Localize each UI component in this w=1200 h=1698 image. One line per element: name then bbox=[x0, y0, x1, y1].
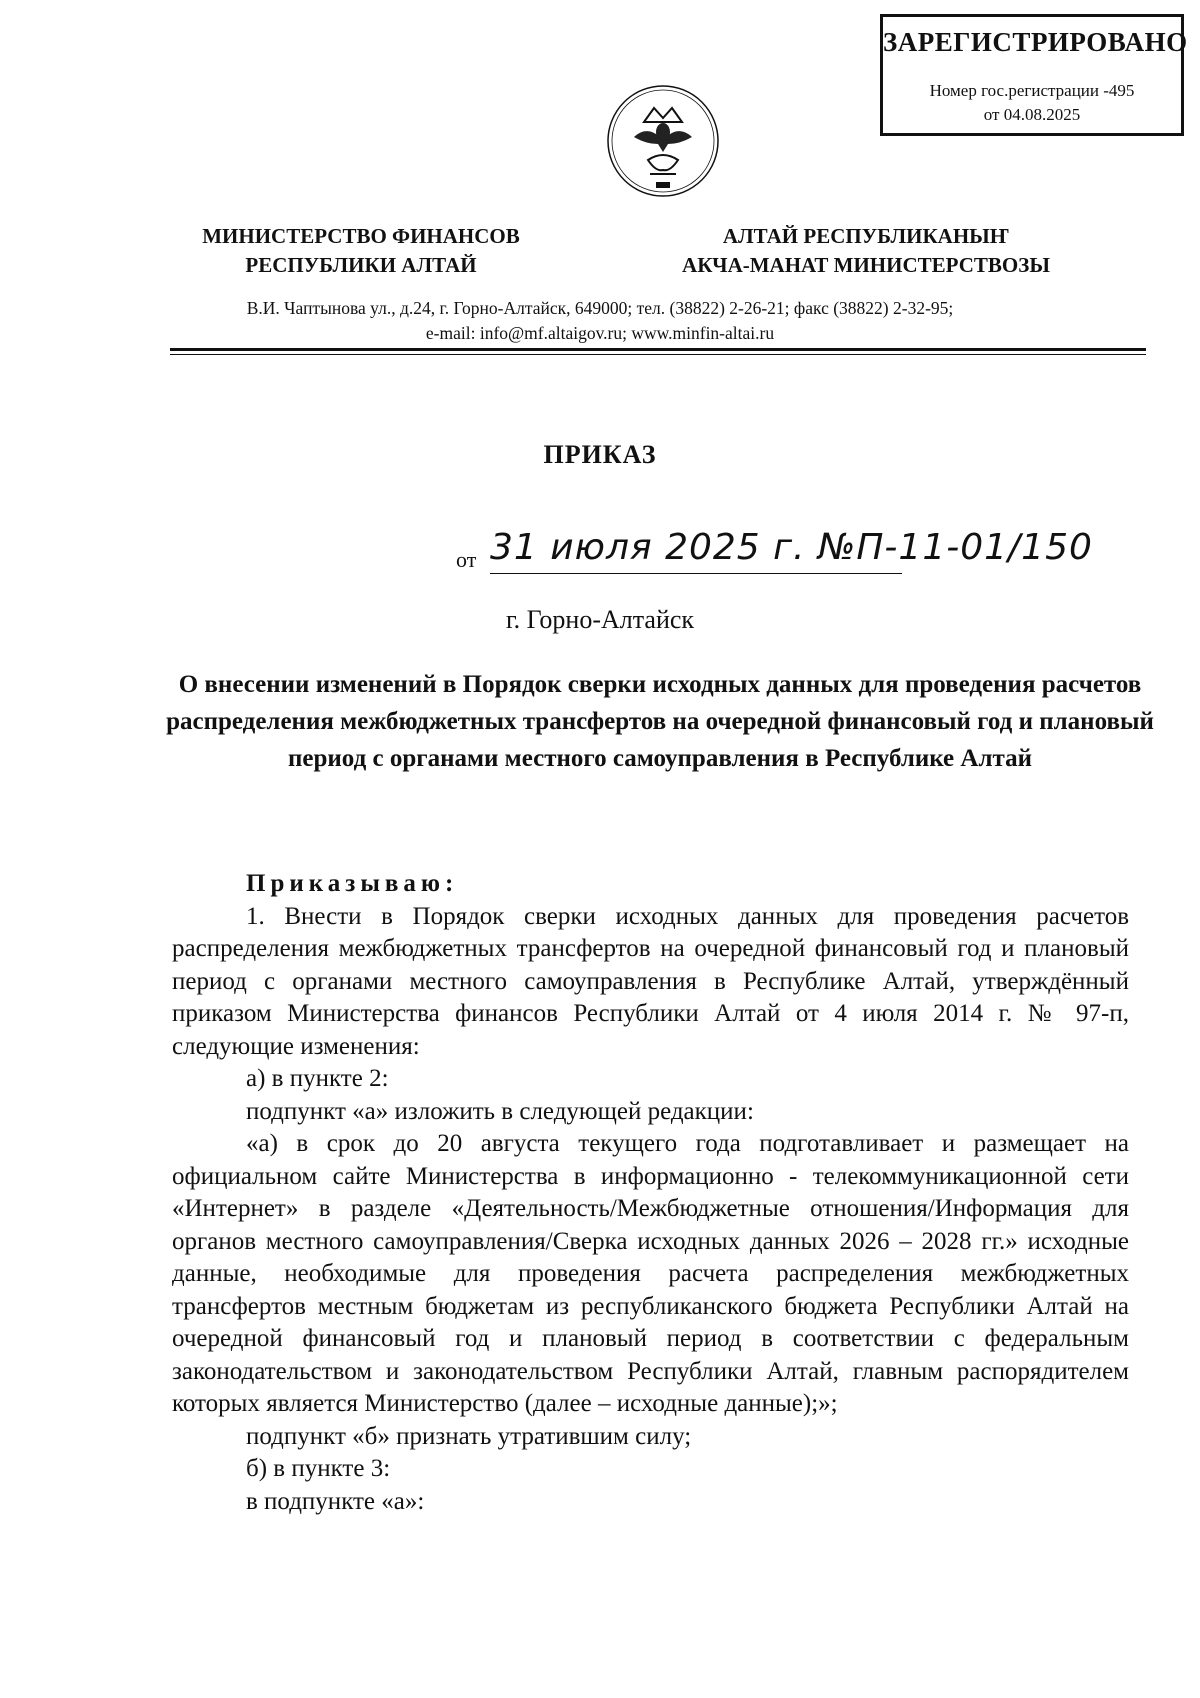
registration-stamp bbox=[880, 14, 1188, 136]
stamp-reg-date: от 04.08.2025 bbox=[983, 105, 1081, 124]
paragraph-6: б) в пункте 3: bbox=[246, 1455, 391, 1482]
paragraph-1: 1. Внести в Порядок сверки исходных данных для проведения расчетов распределения межбюджетных трансфертов на очередной финансовый год и плановый период с органами местного самоуправления в Республике Алтай, утверждённый приказом Министерства финансов Республики Алтай от 4 июля 2014 г. № 97-п, следующие изменения: bbox=[172, 902, 1129, 1060]
coat-of-arms-emblem bbox=[604, 82, 722, 200]
address-block bbox=[0, 296, 1200, 346]
handwritten-date-number: 31 июля 2025 г. №П-11-01/150 bbox=[490, 527, 1093, 568]
date-prefix: от bbox=[456, 547, 477, 572]
paragraph-3: подпункт «а» изложить в следующей редакции: bbox=[246, 1097, 754, 1125]
header-divider-thin bbox=[170, 354, 1146, 355]
header-divider-thick bbox=[170, 348, 1146, 351]
paragraph-4: «а) в срок до 20 августа текущего года подготавливает и размещает на официальном сайте Министерства в информационно - телекоммуникационной сети «Интернет» в разделе «Деятельность/Межбюджетные отношения/Информация для органов местного самоуправления/Сверка исходных данных 2026 – 2028 гг.» исходные данные, необходимые для проведения расчета распределения межбюджетных трансфертов местным бюджетам из республиканского бюджета Республики Алтай на очередной финансовый год и плановый период в соответствии с федеральным законодательством и законодательством Республики Алтай, главным распорядителем которых является Министерство (далее – исходные данные);»; bbox=[172, 1130, 1129, 1417]
address-line2: e-mail: info@mf.altaigov.ru; www.minfin-altai.ru bbox=[425, 323, 775, 343]
stamp-title: ЗАРЕГИСТРИРОВАНО bbox=[883, 27, 1188, 57]
org-alt-line2: АКЧА-МАНАТ МИНИСТЕРСТВОЗЫ bbox=[682, 253, 1050, 277]
document-body bbox=[172, 868, 1129, 1518]
stamp-reg-number: Номер гос.регистрации -495 bbox=[929, 81, 1135, 100]
paragraph-7: в подпункте «а»: bbox=[246, 1487, 425, 1515]
org-alt-line1: АЛТАЙ РЕСПУБЛИКАНЫҤ bbox=[722, 224, 1010, 248]
document-title: О внесении изменений в Порядок сверки исходных данных для проведения расчетов распределения межбюджетных трансфертов на очередной финансовый год и плановый период с органами местного самоуправления в Республике Алтай bbox=[166, 671, 1154, 772]
city: г. Горно-Алтайск bbox=[505, 605, 695, 634]
paragraph-5: подпункт «б» признать утратившим силу; bbox=[246, 1422, 692, 1450]
org-name-russian bbox=[196, 222, 526, 280]
date-underline bbox=[490, 573, 902, 574]
org-name-altai bbox=[676, 222, 1056, 280]
document-type: ПРИКАЗ bbox=[543, 440, 657, 469]
paragraph-2: а) в пункте 2: bbox=[246, 1065, 389, 1092]
address-line1: В.И. Чаптынова ул., д.24, г. Горно-Алтайск, 649000; тел. (38822) 2-26-21; факс (38822) 2-32-95; bbox=[246, 298, 954, 318]
org-ru-line2: РЕСПУБЛИКИ АЛТАЙ bbox=[245, 253, 477, 277]
org-ru-line1: МИНИСТЕРСТВО ФИНАНСОВ bbox=[202, 224, 520, 248]
order-word: Приказываю: bbox=[246, 870, 459, 897]
